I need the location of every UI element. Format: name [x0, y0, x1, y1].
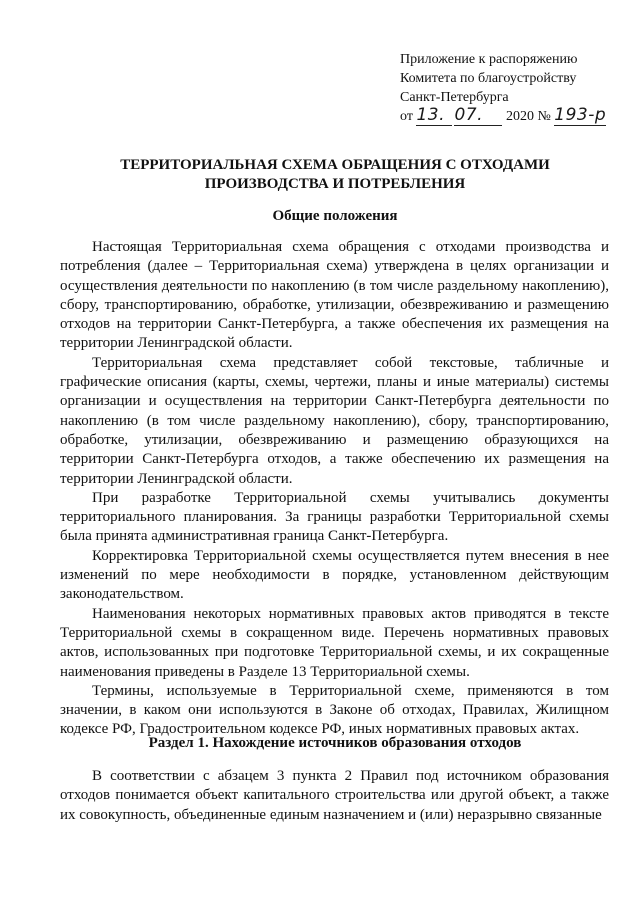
paragraph: Наименования некоторых нормативных правовых актов приводятся в тексте Территориальной схемы в сокращенном виде. Перечень нормативных правовых актов, использованных при подготовке Территориальной схемы, и их сокращенные наименования приведены в Разделе 13 Территориальной схемы. — [60, 605, 609, 680]
annex-line-1: Приложение к распоряжению — [400, 52, 578, 67]
paragraph: В соответствии с абзацем 3 пункта 2 Правил под источником образования отходов понимается объект капитального строительства или другой объект, а также их совокупность, объединенные единым назначением и (или) неразрывно связанные — [60, 768, 609, 823]
section-1-heading: Раздел 1. Нахождение источников образования отходов — [148, 735, 522, 751]
handwritten-month: 07. — [454, 105, 483, 125]
title-line-1: ТЕРРИТОРИАЛЬНАЯ СХЕМА ОБРАЩЕНИЯ С ОТХОДАМИ — [120, 157, 550, 173]
date-month-field — [454, 107, 502, 126]
date-year: 2020 — [505, 109, 534, 124]
handwritten-day: 13. — [416, 105, 445, 125]
subheading-general: Общие положения — [272, 208, 398, 224]
document-title — [60, 156, 610, 194]
title-line-2: ПРОИЗВОДСТВА И ПОТРЕБЛЕНИЯ — [204, 176, 466, 192]
number-field — [554, 107, 606, 126]
annex-date-row — [400, 107, 620, 126]
paragraph: Термины, используемые в Территориальной схеме, применяются в том значении, в каком они используются в Законе об отходах, Правилах, Жилищном кодексе РФ, Градостроительном кодексе РФ, иных нормативных правовых актах. — [60, 682, 609, 738]
date-day-field — [416, 107, 452, 126]
section-1-body — [60, 767, 609, 825]
paragraph: Территориальная схема представляет собой текстовые, табличные и графические описания (карты, схемы, чертежи, планы и иные материалы) системы организации и осуществления на территории Санкт-Петербурга деятельности по накоплению (в том числе раздельному накоплению), сбору, транспортированию, обработке, утилизации, обезвреживанию и размещению образующихся на территории Санкт-Петербурга отходов, а также обеспечению их размещения на территории Ленинградской области. — [60, 354, 609, 487]
date-prefix: от — [400, 109, 413, 124]
annex-line-2: Комитета по благоустройству — [400, 71, 577, 86]
paragraph: При разработке Территориальной схемы учитывались документы территориального планирования. За границы разработки Территориальной схемы была принята административная граница Санкт-Петербурга. — [60, 489, 609, 545]
general-provisions-body — [60, 238, 609, 740]
paragraph: Корректировка Территориальной схемы осуществляется путем внесения в нее изменений по мере необходимости в порядке, установленном действующим законодательством. — [60, 547, 609, 603]
paragraph: Настоящая Территориальная схема обращения с отходами производства и потребления (далее – Территориальная схема) утверждена в целях организации и осуществления деятельности по накоплению (в том числе раздельному накоплению), сбору, транспортированию, обработке, утилизации, обезвреживанию и размещению отходов на территории Санкт-Петербурга, а также обеспечения их размещения на территории Ленинградской области. — [60, 239, 609, 352]
number-sign: № — [537, 109, 551, 124]
handwritten-number: 193-р — [554, 105, 607, 125]
annex-line-3: Санкт-Петербурга — [400, 90, 509, 105]
annex-block — [400, 50, 620, 126]
